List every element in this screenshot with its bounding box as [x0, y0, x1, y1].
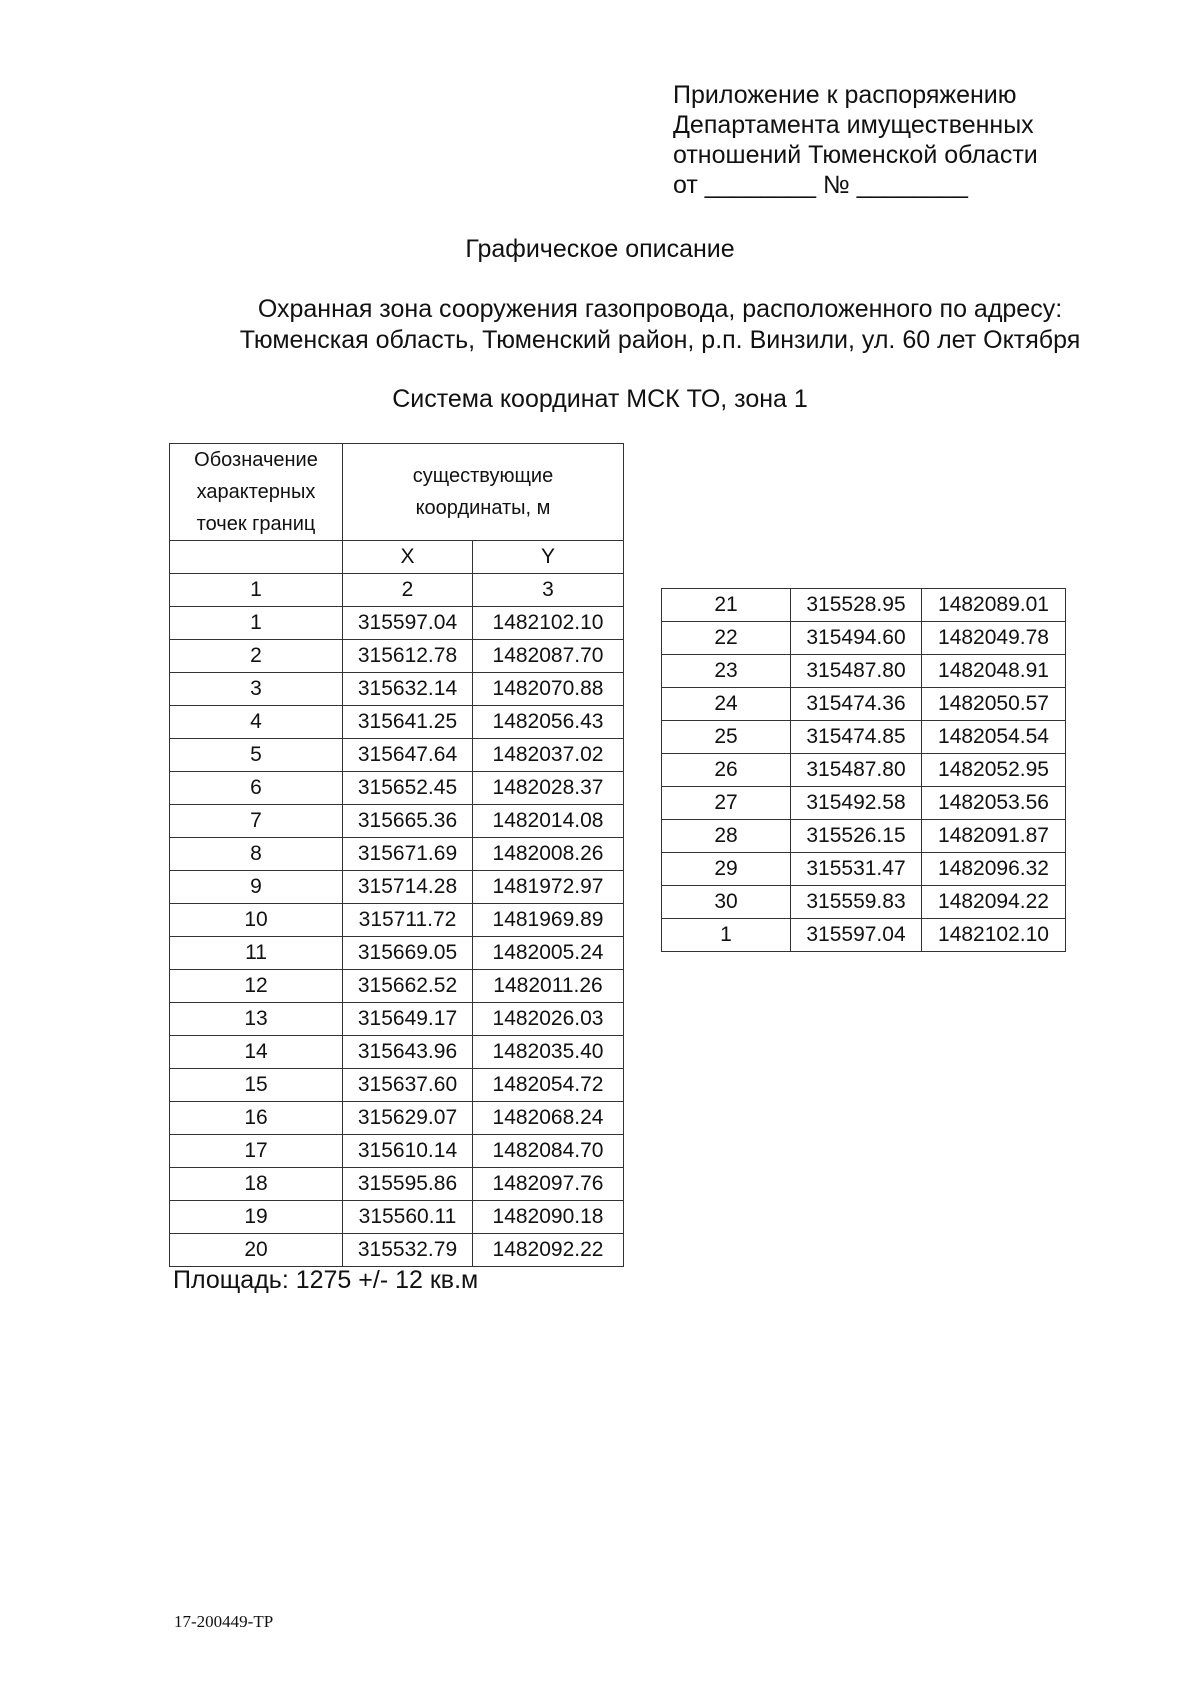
area-label: Площадь: 1275 +/- 12 кв.м [173, 1266, 479, 1294]
x-coordinate-cell: 315643.96 [343, 1036, 473, 1069]
point-number-cell: 20 [170, 1234, 343, 1267]
y-coordinate-cell: 1482068.24 [473, 1102, 624, 1135]
x-coordinate-cell: 315714.28 [343, 871, 473, 904]
points-header-cell [170, 444, 343, 541]
x-coordinate-cell: 315610.14 [343, 1135, 473, 1168]
coordinates-table-continuation-body [662, 589, 1066, 952]
y-coordinate-cell: 1482050.57 [922, 688, 1066, 721]
y-coordinate-cell: 1482005.24 [473, 937, 624, 970]
x-coordinate-cell: 315665.36 [343, 805, 473, 838]
point-number-cell: 13 [170, 1003, 343, 1036]
table-row [170, 1135, 624, 1168]
point-number-cell: 21 [662, 589, 791, 622]
x-coordinate-cell: 315487.80 [791, 754, 922, 787]
x-coordinate-cell: 315597.04 [791, 919, 922, 952]
x-coordinate-cell: 315632.14 [343, 673, 473, 706]
table-row [662, 622, 1066, 655]
table-row [170, 838, 624, 871]
y-coordinate-cell: 1482028.37 [473, 772, 624, 805]
point-number-cell: 29 [662, 853, 791, 886]
point-number-cell: 1 [170, 607, 343, 640]
zone-address-line: Тюменская область, Тюменский район, р.п. Винзили, ул. 60 лет Октября [239, 326, 1081, 354]
x-coordinate-cell: 315647.64 [343, 739, 473, 772]
y-coordinate-cell: 1482014.08 [473, 805, 624, 838]
y-coordinate-cell: 1482037.02 [473, 739, 624, 772]
y-coordinate-cell: 1482084.70 [473, 1135, 624, 1168]
y-coordinate-cell: 1482094.22 [922, 886, 1066, 919]
x-coordinate-cell: 315528.95 [791, 589, 922, 622]
table-row [170, 706, 624, 739]
empty-header-cell [170, 541, 343, 574]
appendix-date-number-line: от ________ № ________ [673, 171, 968, 199]
y-coordinate-cell: 1482096.32 [922, 853, 1066, 886]
coordinate-system-label: Система координат МСК ТО, зона 1 [392, 385, 808, 413]
point-number-cell: 16 [170, 1102, 343, 1135]
table-row [662, 919, 1066, 952]
column-number-cell: 1 [170, 574, 343, 607]
x-coordinate-cell: 315597.04 [343, 607, 473, 640]
x-coordinate-cell: 315641.25 [343, 706, 473, 739]
point-number-cell: 26 [662, 754, 791, 787]
table-row [170, 1102, 624, 1135]
header-text: точек границ [196, 513, 316, 535]
x-coordinate-cell: 315669.05 [343, 937, 473, 970]
y-coordinate-cell: 1482091.87 [922, 820, 1066, 853]
x-coordinate-cell: 315662.52 [343, 970, 473, 1003]
y-coordinate-cell: 1482092.22 [473, 1234, 624, 1267]
x-coordinate-cell: 315637.60 [343, 1069, 473, 1102]
y-coordinate-cell: 1482026.03 [473, 1003, 624, 1036]
table-row [170, 937, 624, 970]
x-coordinate-cell: 315612.78 [343, 640, 473, 673]
x-coordinate-cell: 315671.69 [343, 838, 473, 871]
axis-header-row [170, 541, 624, 574]
point-number-cell: 4 [170, 706, 343, 739]
x-coordinate-cell: 315494.60 [791, 622, 922, 655]
coordinates-table [169, 443, 624, 1267]
x-coordinate-cell: 315649.17 [343, 1003, 473, 1036]
table-row [662, 820, 1066, 853]
x-coordinate-cell: 315711.72 [343, 904, 473, 937]
header-text: координаты, м [415, 497, 551, 519]
x-coordinate-cell: 315559.83 [791, 886, 922, 919]
y-coordinate-cell: 1482054.54 [922, 721, 1066, 754]
y-coordinate-cell: 1482089.01 [922, 589, 1066, 622]
appendix-line: Департамента имущественных [673, 111, 1034, 139]
coordinates-header-cell [343, 444, 624, 541]
y-coordinate-cell: 1481972.97 [473, 871, 624, 904]
point-number-cell: 7 [170, 805, 343, 838]
point-number-cell: 3 [170, 673, 343, 706]
table-row [170, 772, 624, 805]
x-coordinate-cell: 315595.86 [343, 1168, 473, 1201]
table-row [170, 1168, 624, 1201]
coordinates-table-continuation [661, 588, 1066, 952]
table-row [170, 607, 624, 640]
point-number-cell: 11 [170, 937, 343, 970]
column-number-cell: 2 [343, 574, 473, 607]
y-coordinate-cell: 1482102.10 [473, 607, 624, 640]
point-number-cell: 28 [662, 820, 791, 853]
table-row [170, 871, 624, 904]
table-row [662, 589, 1066, 622]
table-row [170, 1003, 624, 1036]
table-header-row [170, 444, 624, 541]
column-number-row [170, 574, 624, 607]
appendix-header [673, 80, 1038, 200]
table-row [662, 721, 1066, 754]
table-row [170, 1069, 624, 1102]
x-coordinate-cell: 315492.58 [791, 787, 922, 820]
x-coordinate-cell: 315532.79 [343, 1234, 473, 1267]
table-row [170, 640, 624, 673]
point-number-cell: 18 [170, 1168, 343, 1201]
appendix-line: Приложение к распоряжению [673, 81, 1017, 109]
y-coordinate-cell: 1482048.91 [922, 655, 1066, 688]
point-number-cell: 5 [170, 739, 343, 772]
column-number-cell: 3 [473, 574, 624, 607]
x-coordinate-cell: 315652.45 [343, 772, 473, 805]
point-number-cell: 14 [170, 1036, 343, 1069]
y-coordinate-cell: 1482035.40 [473, 1036, 624, 1069]
point-number-cell: 23 [662, 655, 791, 688]
y-coordinate-cell: 1482052.95 [922, 754, 1066, 787]
coordinates-table-body [170, 444, 624, 1267]
x-coordinate-cell: 315629.07 [343, 1102, 473, 1135]
point-number-cell: 6 [170, 772, 343, 805]
table-row [662, 787, 1066, 820]
y-coordinate-cell: 1482087.70 [473, 640, 624, 673]
table-row [170, 1036, 624, 1069]
document-number: 17-200449-ТР [174, 1612, 274, 1631]
x-coordinate-cell: 315526.15 [791, 820, 922, 853]
point-number-cell: 24 [662, 688, 791, 721]
y-coordinate-cell: 1482102.10 [922, 919, 1066, 952]
table-row [170, 673, 624, 706]
table-row [170, 970, 624, 1003]
table-row [662, 886, 1066, 919]
table-row [170, 904, 624, 937]
table-row [170, 1234, 624, 1267]
point-number-cell: 25 [662, 721, 791, 754]
x-coordinate-cell: 315560.11 [343, 1201, 473, 1234]
table-row [662, 688, 1066, 721]
y-coordinate-cell: 1482008.26 [473, 838, 624, 871]
y-coordinate-cell: 1482011.26 [473, 970, 624, 1003]
point-number-cell: 8 [170, 838, 343, 871]
table-row [170, 805, 624, 838]
table-row [170, 739, 624, 772]
y-coordinate-cell: 1482054.72 [473, 1069, 624, 1102]
point-number-cell: 12 [170, 970, 343, 1003]
y-header-cell: Y [473, 541, 624, 574]
point-number-cell: 15 [170, 1069, 343, 1102]
table-row [170, 1201, 624, 1234]
point-number-cell: 10 [170, 904, 343, 937]
y-coordinate-cell: 1482070.88 [473, 673, 624, 706]
point-number-cell: 22 [662, 622, 791, 655]
table-row [662, 655, 1066, 688]
point-number-cell: 27 [662, 787, 791, 820]
table-row [662, 853, 1066, 886]
zone-description [180, 294, 1140, 356]
y-coordinate-cell: 1482097.76 [473, 1168, 624, 1201]
y-coordinate-cell: 1482090.18 [473, 1201, 624, 1234]
y-coordinate-cell: 1482049.78 [922, 622, 1066, 655]
header-text: Обозначение [194, 449, 318, 471]
y-coordinate-cell: 1482053.56 [922, 787, 1066, 820]
point-number-cell: 30 [662, 886, 791, 919]
point-number-cell: 19 [170, 1201, 343, 1234]
x-coordinate-cell: 315474.36 [791, 688, 922, 721]
point-number-cell: 9 [170, 871, 343, 904]
y-coordinate-cell: 1481969.89 [473, 904, 624, 937]
x-coordinate-cell: 315487.80 [791, 655, 922, 688]
point-number-cell: 2 [170, 640, 343, 673]
document-title: Графическое описание [465, 235, 735, 263]
point-number-cell: 17 [170, 1135, 343, 1168]
header-text: существующие [412, 465, 554, 487]
table-row [662, 754, 1066, 787]
x-coordinate-cell: 315474.85 [791, 721, 922, 754]
appendix-line: отношений Тюменской области [673, 141, 1038, 169]
y-coordinate-cell: 1482056.43 [473, 706, 624, 739]
x-coordinate-cell: 315531.47 [791, 853, 922, 886]
zone-description-line: Охранная зона сооружения газопровода, расположенного по адресу: [257, 295, 1063, 323]
point-number-cell: 1 [662, 919, 791, 952]
x-header-cell: X [343, 541, 473, 574]
header-text: характерных [196, 481, 316, 503]
